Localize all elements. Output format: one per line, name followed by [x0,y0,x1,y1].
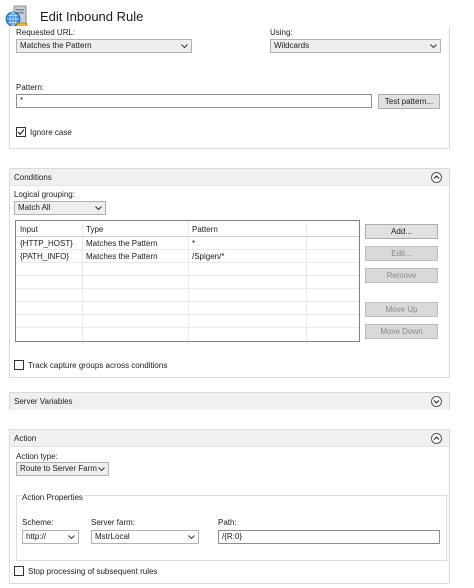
row-divider [16,288,359,289]
server-farm-label: Server farm: [91,518,136,527]
action-properties-group [16,495,447,561]
conditions-title: Conditions [14,173,52,182]
cell-input: {PATH_INFO} [20,252,70,261]
action-properties-title: Action Properties [22,493,83,502]
server-variables-title: Server Variables [14,397,73,406]
conditions-header[interactable] [10,169,449,186]
cell-input: {HTTP_HOST} [20,239,73,248]
move-up-button[interactable]: Move Up [365,302,438,317]
server-farm-value: MstrLocal [95,532,130,541]
row-divider [16,314,359,315]
logical-grouping-label: Logical grouping: [14,190,75,199]
page-title: Edit Inbound Rule [40,9,144,24]
scheme-value: http:// [26,532,47,541]
scheme-dropdown[interactable] [22,530,79,544]
track-capture-label: Track capture groups across conditions [28,361,168,370]
column-header-type[interactable]: Type [86,225,104,234]
column-header-pattern[interactable]: Pattern [192,225,218,234]
chevron-down-icon [95,205,102,211]
collapse-up-icon[interactable] [431,172,442,183]
requested-url-value: Matches the Pattern [20,41,92,50]
column-header-input[interactable]: Input [20,225,38,234]
requested-url-dropdown[interactable] [16,39,192,53]
stop-processing-checkbox[interactable] [14,566,24,576]
chevron-down-icon [430,43,437,49]
table-row[interactable] [16,237,306,249]
add-condition-button[interactable]: Add... [365,224,438,239]
logical-grouping-value: Match All [18,203,51,212]
using-label: Using: [270,28,293,37]
using-dropdown[interactable] [270,39,441,53]
chevron-down-icon [98,466,105,472]
table-row[interactable] [16,250,306,262]
conditions-section [9,168,450,378]
row-divider [16,275,359,276]
path-input[interactable]: /{R:0} [218,530,440,544]
ignore-case-label: Ignore case [30,128,72,137]
pattern-label: Pattern: [16,83,45,92]
column-divider [306,221,307,341]
row-divider [16,262,359,263]
checkmark-icon [17,128,25,136]
track-capture-checkbox[interactable] [14,360,24,370]
action-type-label: Action type: [16,452,58,461]
chevron-down-icon [68,534,75,540]
collapse-up-icon[interactable] [431,433,442,444]
row-divider [16,327,359,328]
conditions-table[interactable] [15,220,360,342]
ignore-case-checkbox[interactable] [16,127,26,137]
chevron-down-icon [188,534,195,540]
server-variables-header[interactable] [10,393,449,410]
cell-type: Matches the Pattern [86,239,158,248]
stop-processing-label: Stop processing of subsequent rules [28,567,158,576]
path-label: Path: [218,518,237,527]
move-down-button[interactable]: Move Down [365,324,438,339]
test-pattern-button[interactable]: Test pattern... [378,94,440,109]
remove-condition-button[interactable]: Remove [365,268,438,283]
server-variables-section [9,392,450,410]
cell-pattern: * [192,239,196,248]
server-farm-dropdown[interactable] [91,530,199,544]
requested-url-label: Requested URL: [16,28,76,37]
action-header[interactable] [10,430,449,447]
match-url-section [9,26,450,149]
action-type-value: Route to Server Farm [20,464,97,473]
action-section [9,429,450,584]
cell-pattern: /Spigen/* [192,252,225,261]
edit-condition-button[interactable]: Edit... [365,246,438,261]
action-title: Action [14,434,37,443]
action-type-dropdown[interactable] [16,462,109,476]
row-divider [16,301,359,302]
pattern-input[interactable]: * [16,94,372,108]
cell-type: Matches the Pattern [86,252,158,261]
using-value: Wildcards [274,41,310,50]
logical-grouping-dropdown[interactable] [14,201,106,215]
chevron-down-icon [181,43,188,49]
expand-down-icon[interactable] [431,396,442,407]
scheme-label: Scheme: [22,518,54,527]
